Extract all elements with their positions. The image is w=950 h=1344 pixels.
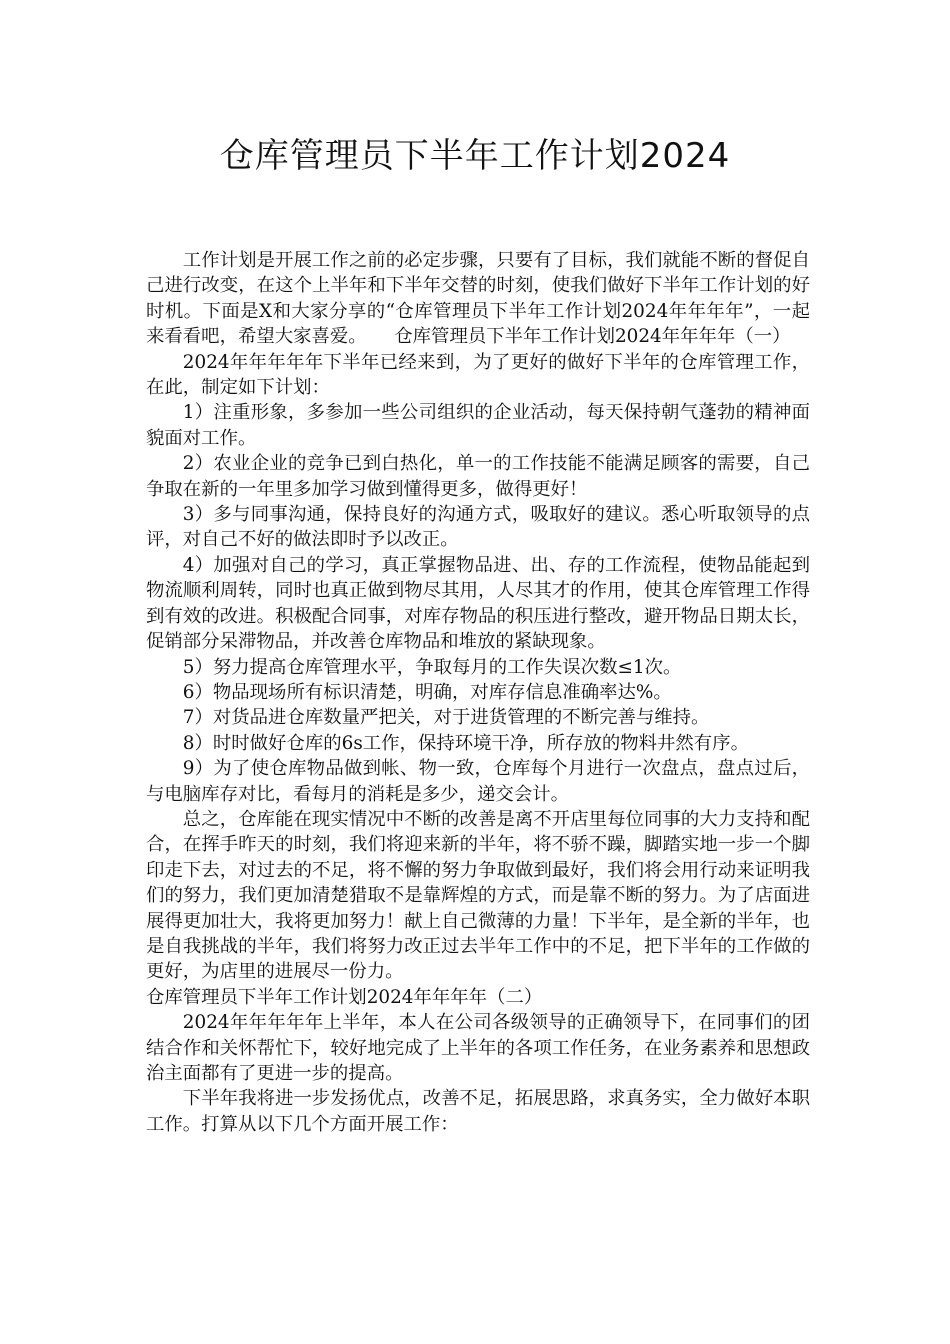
- paragraph-section2-intro: 2024年年年年年上半年，本人在公司各级领导的正确领导下，在同事们的团结合作和关怀帮忙下，较好地完成了上半年的各项工作任务，在业务素养和思想政治主面都有了更进一步的提高。: [146, 1012, 810, 1084]
- list-item-9: 9）为了使仓库物品做到帐、物一致，仓库每个月进行一次盘点，盘点过后，与电脑库存对比，看每月的消耗是多少，递交会计。: [146, 758, 810, 805]
- section-heading-2: 仓库管理员下半年工作计划2024年年年年（二）: [146, 986, 543, 1008]
- list-item-7: 7）对货品进仓库数量严把关，对于进货管理的不断完善与维持。: [182, 707, 710, 729]
- list-item-8: 8）时时做好仓库的6s工作，保持环境干净，所存放的物料井然有序。: [182, 732, 749, 754]
- document-title: 仓库管理员下半年工作计划2024: [219, 136, 731, 176]
- list-item-5: 5）努力提高仓库管理水平，争取每月的工作失误次数≤1次。: [182, 656, 682, 678]
- paragraph-opening: 2024年年年年年下半年已经来到，为了更好的做好下半年的仓库管理工作，在此，制定如下计划：: [146, 351, 810, 399]
- paragraph-intro: 工作计划是开展工作之前的必定步骤，只要有了目标，我们就能不断的督促自己进行改变，在这个上半年和下半年交替的时刻，使我们做好下半年工作计划的好时机。下面是X和大家分享的“仓库管理员下半年工作计划2024年年年年”，一起来看看吧，希望大家喜爱。 仓库管理员下半年工作计划2024年年年年（一）: [146, 250, 810, 348]
- paragraph-section2-plan: 下半年我将进一步发扬优点，改善不足，拓展思路，求真务实，全力做好本职工作。打算从以下几个方面开展工作：: [146, 1088, 810, 1135]
- list-item-4: 4）加强对自己的学习，真正掌握物品进、出、存的工作流程，使物品能起到物流顺利周转，同时也真正做到物尽其用，人尽其才的作用，使其仓库管理工作得到有效的改进。积极配合同事，对库存物品的积压进行整改，避开物品日期太长，促销部分呆滞物品，并改善仓库物品和堆放的紧缺现象。: [146, 554, 810, 653]
- paragraph-summary: 总之，仓库能在现实情况中不断的改善是离不开店里每位同事的大力支持和配合，在挥手昨天的时刻，我们将迎来新的半年，将不骄不躁，脚踏实地一步一个脚印走下去，对过去的不足，将不懈的努力争取做到最好，我们将会用行动来证明我们的努力，我们更加清楚猎取不是靠辉煌的方式，而是靠不断的努力。为了店面进展得更加壮大，我将更加努力！献上自己微薄的力量！下半年，是全新的半年，也是自我挑战的半年，我们将努力改正过去半年工作中的不足，把下半年的工作做的更好，为店里的进展尽一份力。: [146, 808, 810, 983]
- list-item-6: 6）物品现场所有标识清楚，明确，对库存信息准确率达%。: [182, 681, 672, 703]
- list-item-3: 3）多与同事沟通，保持良好的沟通方式，吸取好的建议。悉心听取领导的点评，对自己不好的做法即时予以改正。: [146, 504, 810, 551]
- list-item-2: 2）农业企业的竞争已到白热化，单一的工作技能不能满足顾客的需要，自己争取在新的一年里多加学习做到懂得更多，做得更好！: [146, 453, 810, 500]
- document-body: [146, 248, 810, 1137]
- list-item-1: 1）注重形象，多参加一些公司组织的企业活动，每天保持朝气蓬勃的精神面貌面对工作。: [146, 402, 810, 449]
